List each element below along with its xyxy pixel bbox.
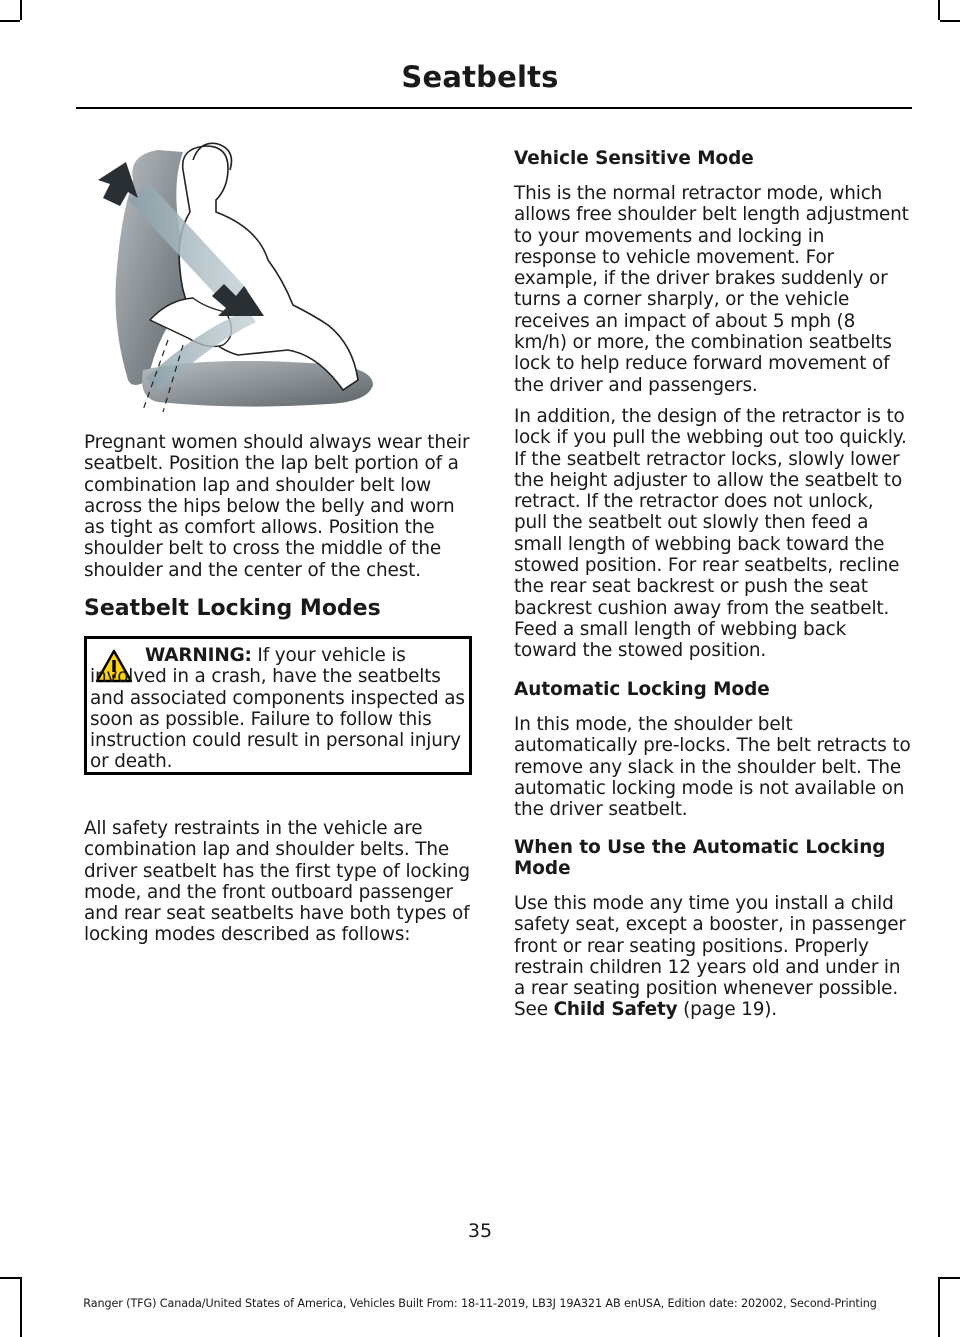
page-reference: (page 19).	[677, 999, 778, 1021]
warning-label: WARNING:	[145, 645, 252, 666]
warning-box	[84, 636, 472, 775]
when-to-use-heading: When to Use the Automatic Locking Mode	[514, 837, 886, 880]
pregnant-woman-seatbelt-illustration	[88, 140, 388, 416]
crop-mark	[20, 0, 22, 20]
pregnancy-paragraph: Pregnant women should always wear their seatbelt. Position the lap belt portion of a combination lap and shoulder belt low across the hips below the belly and worn as tight as comfort allows. Position the shoulder belt to cross the middle of the shoulder and the center of the chest.	[84, 432, 470, 581]
when-to-use-paragraph	[514, 893, 912, 1021]
automatic-locking-heading: Automatic Locking Mode	[514, 679, 770, 700]
header-rule	[76, 107, 912, 109]
vehicle-sensitive-paragraph-2: In addition, the design of the retractor is to lock if you pull the webbing out too quickly. If the seatbelt retractor locks, slowly lower the height adjuster to allow the seatbelt to retract. If the retractor does not unlock, pull the seatbelt out slowly then feed a small length of webbing back toward the stowed position. For rear seatbelts, recline the rear seat backrest or push the seat backrest cushion away from the seatbelt. Feed a small length of webbing back toward the stowed position.	[514, 406, 907, 662]
crop-mark	[0, 20, 20, 22]
locking-modes-paragraph: All safety restraints in the vehicle are combination lap and shoulder belts. The driver seatbelt has the first type of locking mode, and the front outboard passenger and rear seat seatbelts have both types of locking modes described as follows:	[84, 818, 470, 946]
automatic-locking-paragraph: In this mode, the shoulder belt automatically pre-locks. The belt retracts to remove any slack in the shoulder belt. The automatic locking mode is not available on the driver seatbelt.	[514, 714, 911, 821]
when-to-use-text: Use this mode any time you install a child safety seat, except a booster, in passenger front or rear seating positions. Properly restrain children 12 years old and under in a rear seating position whenever possible. See	[514, 893, 906, 1021]
crop-mark	[938, 0, 940, 20]
warning-message: If your vehicle is involved in a crash, have the seatbelts and associated components inspected as soon as possible. Failure to follow this instruction could result in personal injury or death.	[90, 645, 465, 773]
vehicle-sensitive-paragraph-1: This is the normal retractor mode, which allows free shoulder belt length adjustment to your movements and locking in response to vehicle movement. For example, if the driver brakes suddenly or turns a corner sharply, or the vehicle receives an impact of about 5 mph (8 km/h) or more, the combination seatbelts lock to help reduce forward movement of the driver and passengers.	[514, 183, 909, 396]
footer-text: Ranger (TFG) Canada/United States of America, Vehicles Built From: 18-11-2019, LB3J 19A321 AB enUSA, Edition date: 202002, Second-Printing	[83, 1297, 877, 1310]
crop-mark	[940, 1277, 960, 1279]
page-number: 35	[467, 1220, 493, 1242]
vehicle-sensitive-heading: Vehicle Sensitive Mode	[514, 148, 754, 169]
page-title: Seatbelts	[401, 60, 559, 94]
child-safety-link[interactable]: Child Safety	[553, 999, 678, 1021]
crop-mark	[940, 20, 960, 22]
section-heading: Seatbelt Locking Modes	[84, 596, 381, 621]
warning-text	[90, 645, 472, 773]
crop-mark	[0, 1277, 20, 1279]
